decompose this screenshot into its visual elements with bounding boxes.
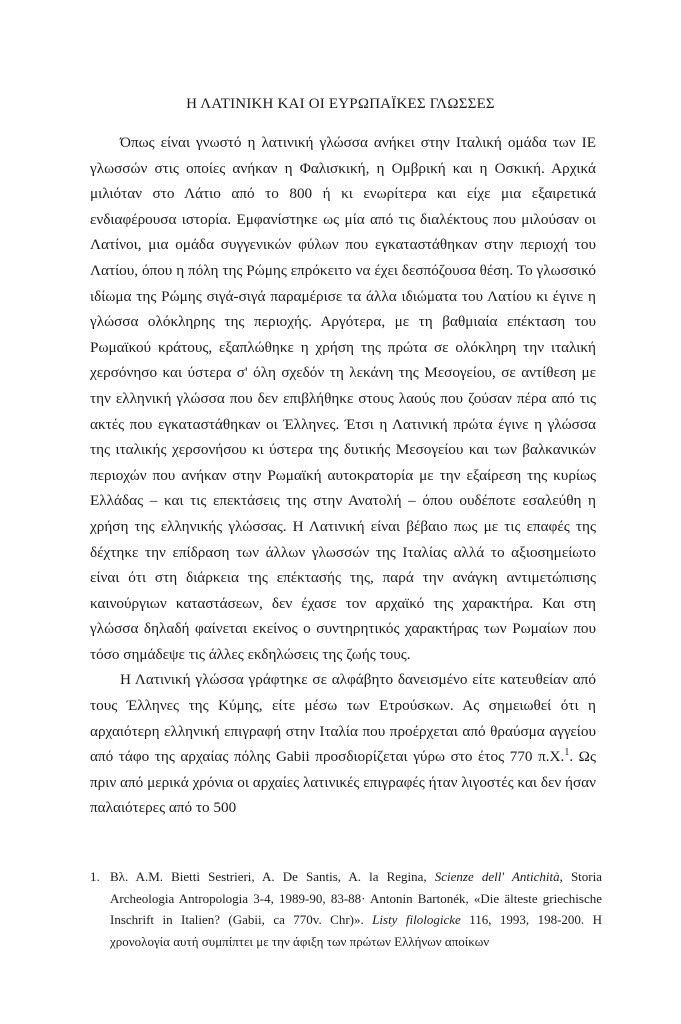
paragraph: Όπως είναι γνωστό η λατινική γλώσσα ανήκει στην Ιταλική ομάδα των ΙΕ γλωσσών στις οποίες ανήκαν η Φαλισκική, η Ομβρική και η Οσκική. Αρχικά μιλιόταν στο Λάτιο από το 800 ή κι ενωρίτερα και είχε μια εξαιρετικά ενδιαφέρουσα ιστορία. Εμφανίστηκε ως μία από τις διαλέκτους που μιλούσαν οι Λατίνοι, μια ομάδα συγγενικών φύλων που εγκαταστάθηκαν στην περιοχή του Λατίου, όπου η πόλη της Ρώμης επρόκειτο να έχει δεσπόζουσα θέση. Το γλωσσικό ιδίωμα της Ρώμης σιγά-σιγά παραμέρισε τα άλλα ιδιώματα του Λατίου κι έγινε η γλώσσα ολόκληρης της περιοχής. Αργότερα, με τη βαθμιαία επέκταση του Ρωμαϊκού κράτους, εξαπλώθηκε η χρήση της πρώτα σε ολόκληρη την ιταλική χερσόνησο και ύστερα σ' όλη σχεδόν τη λεκάνη της Μεσογείου, σε αντίθεση με την ελληνική γλώσσα που δεν επιβλήθηκε στους λαούς που ζούσαν πέρα από τις ακτές που εγκαταστάθηκαν οι Έλληνες. Έτσι η Λατινική πρώτα έγινε η γλώσσα της ιταλικής χερσονήσου κι ύστερα της δυτικής Μεσογείου και των βαλκανικών περιοχών που ανήκαν στην Ρωμαϊκή αυτοκρατορία με την εξαίρεση της κυρίως Ελλάδας – και τις επεκτάσεις της στην Ανατολή – όπου ουδέποτε εσαλεύθη η χρήση της ελληνικής γλώσσας. Η Λατινική είναι βέβαιο πως με τις επαφές της δέχτηκε την επίδραση των άλλων γλωσσών της Ιταλίας αλλά το αξιοσημείωτο είναι ότι στη διάρκεια της επέκτασής της, παρά την ανάγκη αντιμετώπισης καινούργιων καταστάσεων, δεν έχασε τον αρχαϊκό της χαρακτήρα. Και στη γλώσσα δηλαδή φαίνεται εκείνος ο συντηρητικός χαρακτήρας των Ρωμαίων που τόσο σημάδεψε τις άλλες εκδηλώσεις της ζωής τους. <box>90 134 596 663</box>
footnote-number: 1. <box>90 869 100 884</box>
chapter-title: Η ΛΑΤΙΝΙΚΗ ΚΑΙ ΟΙ ΕΥΡΩΠΑΪΚΕΣ ΓΛΩΣΣΕΣ <box>186 96 495 112</box>
paragraph-text: Η Λατινική γλώσσα γράφτηκε σε αλφάβητο δανεισμένο είτε κατευθείαν από τους Έλληνες της Κύμης, είτε μέσω των Ετρούσκων. Ας σημειωθεί ότι η αρχαιότερη ελληνική επιγραφή στην Ιταλία που προέρχεται από θραύσμα αγγείου από τάφο της αρχαίας πόλης Gabii προσδιορίζεται γύρω στο έτος 770 π.Χ. <box>90 671 596 766</box>
footnote-italic-journal: Listy filologicke <box>372 912 461 927</box>
footnote-text: , Storia Archeologia Antropologia 3-4, 1989-90, 83-88· Antonin Bartonék, «Die älteste griechische Inschrift in Italien? (Gabii, ca 770v. Chr)». <box>110 869 602 927</box>
body-text <box>90 130 596 821</box>
footnote-reference: 1 <box>564 747 570 759</box>
footnote-text: Βλ. Α.Μ. Bietti Sestrieri, A. De Santis, A. la Regina, <box>110 869 435 884</box>
footnote-italic-title: Scienze dell' Antichità <box>434 869 560 884</box>
footnote <box>90 866 602 952</box>
paragraph <box>90 667 596 821</box>
footnote-text: 116, 1993, 198-200. Η χρονολογία αυτή συμπίπτει με την άφιξη των πρώτων Ελλήνων αποίκων <box>110 912 602 949</box>
paragraph-text: . Ως πριν από μερικά χρόνια οι αρχαίες λατινικές επιγραφές ήταν λιγοστές και δεν ήσαν παλαιότερες από το 500 <box>90 748 596 817</box>
footnotes <box>90 866 602 952</box>
